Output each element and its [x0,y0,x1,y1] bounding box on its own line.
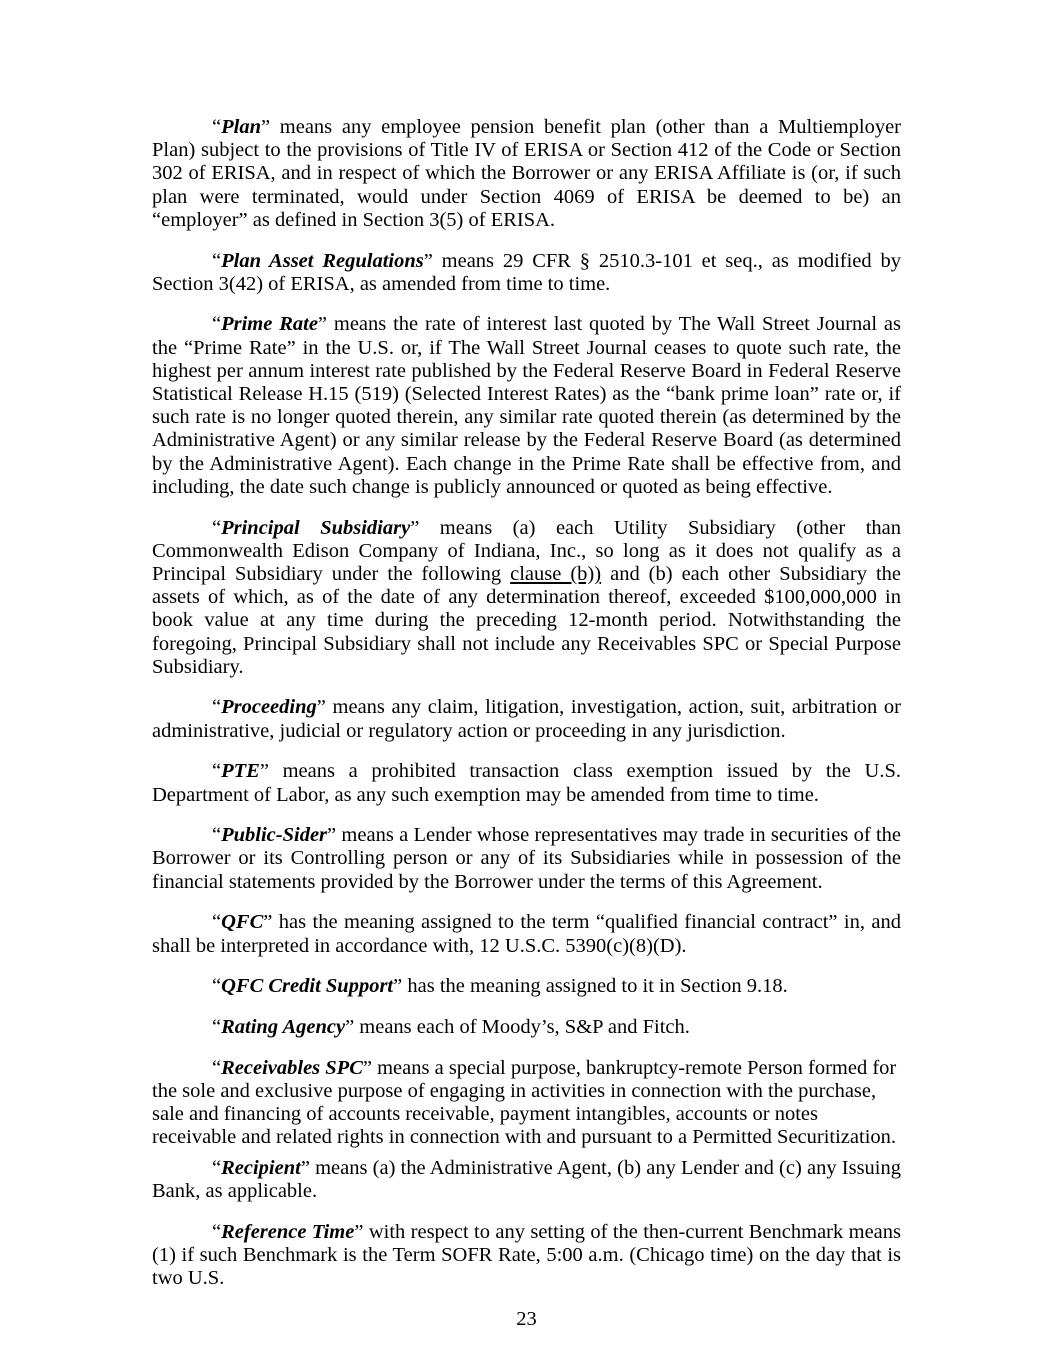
defined-term: Public-Sider [221,824,328,847]
text-segment: ” means a prohibited transaction class exemption issued by the U.S. Department of Labor, as any such exemption may be amended from time to time. [152,760,901,806]
text-segment: “ [212,313,222,336]
defined-term: Plan Asset Regulations [221,249,424,272]
defined-term: Plan [221,116,261,138]
defined-term: PTE [221,760,260,783]
text-segment: and (b) each other Subsidiary the assets of which, as of the date of any determination thereof, exceeded $100,000,000 in book value at any time during the preceding 12-month period. Notwithstanding the foregoing, Principal Subsidiary shall not include any Receivables SPC or Special Purpose Subsidiary. [152,562,901,678]
text-segment: “ [212,116,222,138]
defined-term: Reference Time [221,1220,355,1243]
text-segment: ” has the meaning assigned to the term “qualified financial contract” in, and shall be interpreted in accordance with, 12 U.S.C. 5390(c)(8)(D). [152,911,901,957]
text-segment: “ [212,911,222,934]
text-segment: “ [212,975,222,998]
text-segment: clause (b)) [510,562,602,585]
defined-term: Recipient [221,1157,301,1180]
text-segment: “ [212,1056,222,1079]
defined-term: QFC [221,911,264,934]
paragraph-qfc-credit-support [152,975,901,998]
text-segment: ” means 29 CFR § 2510.3-101 et seq., as modified by Section 3(42) of ERISA, as amended from time to time. [152,249,901,295]
text-segment: “ [212,1016,222,1038]
text-segment: “ [212,249,222,272]
paragraph-qfc [152,911,901,957]
paragraph-plan-asset-regulations [152,250,901,296]
defined-term: Rating Agency [221,1016,346,1038]
paragraph-public-sider [152,824,901,894]
text-segment: “ [212,696,222,719]
defined-term: QFC Credit Support [221,975,394,998]
paragraph-plan [152,116,901,232]
text-segment: ” means (a) the Administrative Agent, (b) any Lender and (c) any Issuing Bank, as applicable. [152,1157,901,1203]
text-segment: ” means (a) each Utility Subsidiary (other than Commonwealth Edison Company of Indiana, Inc., so long as it does not qualify as a Principal Subsidiary under the following [152,516,901,585]
text-segment: ” means each of Moody’s, S&P and Fitch. [345,1016,690,1038]
defined-term: Prime Rate [221,313,318,336]
text-segment: ” means a special purpose, bankruptcy-remote Person formed for the sole and exclusive purpose of engaging in activities in connection with the purchase, sale and financing of accounts receivable, payment intangibles, accounts or notes receivable and related rights in connection with and pursuant to a Permitted Securitization. [152,1056,897,1149]
paragraph-principal-subsidiary [152,517,901,679]
paragraph-pte [152,760,901,806]
text-segment: ” means the rate of interest last quoted by The Wall Street Journal as the “Prime Rate” in the U.S. or, if The Wall Street Journal ceases to quote such rate, the highest per annum interest rate published by the Federal Reserve Board in Federal Reserve Statistical Release H.15 (519) (Selected Interest Rates) as the “bank prime loan” rate or, if such rate is no longer quoted therein, any similar rate quoted therein (as determined by the Administrative Agent) or any similar release by the Federal Reserve Board (as determined by the Administrative Agent). Each change in the Prime Rate shall be effective from, and including, the date such change is publicly announced or quoted as being effective. [152,313,901,498]
defined-term: Receivables SPC [221,1056,363,1079]
page-number: 23 [516,1308,537,1331]
paragraph-proceeding [152,696,901,742]
text-segment: ” with respect to any setting of the then-current Benchmark means (1) if such Benchmark is the Term SOFR Rate, 5:00 a.m. (Chicago time) on the day that is two U.S. [152,1220,902,1290]
text-segment: “ [212,1157,222,1180]
text-segment: ” means any employee pension benefit plan (other than a Multiemployer Plan) subject to the provisions of Title IV of ERISA or Section 412 of the Code or Section 302 of ERISA, and in respect of which the Borrower or any ERISA Affiliate is (or, if such plan were terminated, would under Section 4069 of ERISA be deemed to be) an “employer” as defined in Section 3(5) of ERISA. [152,116,901,231]
text-segment: “ [212,760,222,783]
paragraph-receivables-spc [152,1057,901,1150]
text-segment: ” has the meaning assigned to it in Section 9.18. [393,975,788,998]
text-segment: ” means any claim, litigation, investigation, action, suit, arbitration or administrative, judicial or regulatory action or proceeding in any jurisdiction. [152,696,901,742]
document-body [152,116,901,1291]
paragraph-recipient [152,1157,901,1203]
text-segment: ” means a Lender whose representatives may trade in securities of the Borrower or its Controlling person or any of its Subsidiaries while in possession of the financial statements provided by the Borrower under the terms of this Agreement. [152,824,901,893]
text-segment: “ [212,824,222,847]
text-segment: “ [212,1220,222,1243]
text-segment: “ [212,516,222,539]
defined-term: Proceeding [221,696,317,719]
paragraph-rating-agency [152,1016,901,1039]
paragraph-prime-rate [152,313,901,499]
defined-term: Principal Subsidiary [221,516,411,539]
paragraph-reference-time [152,1221,901,1291]
